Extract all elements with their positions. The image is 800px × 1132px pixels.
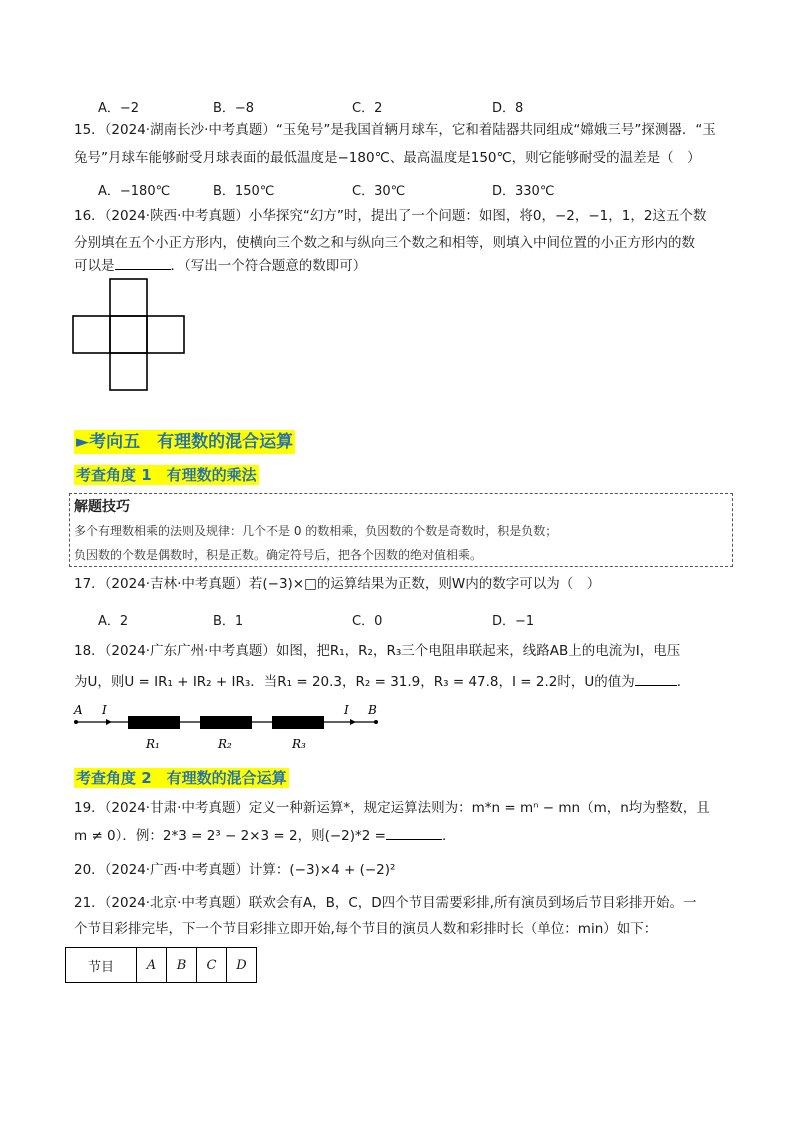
circuit-label-r3: R₃: [292, 737, 306, 751]
q14-option-d: D．8: [492, 101, 524, 116]
q19-text-line1: 19．（2024·甘肃·中考真题）定义一种新运算*，规定运算法则为：m*n = mⁿ − mn（m，n均为整数，且: [74, 800, 710, 816]
q16-text-line3: [74, 256, 366, 276]
table-header-cell: A: [137, 948, 167, 983]
tips-box: [69, 493, 733, 567]
angle2-title: 考查角度 2 有理数的混合运算: [76, 769, 287, 787]
q15-option-a: A．−180℃: [98, 184, 171, 199]
section-title-5: ►考向五 有理数的混合运算: [76, 432, 294, 452]
cross-bottom-square: [110, 353, 147, 390]
q15-option-d: D．330℃: [492, 184, 555, 199]
q20-text: 20．（2024·广西·中考真题）计算：(−3)×4 + (−2)²: [74, 862, 396, 878]
resistor-r2: [200, 716, 252, 729]
q18-answer-blank[interactable]: [635, 673, 677, 686]
q16-text-line2: 分别填在五个小正方形内，使横向三个数之和与纵向三个数之和相等，则填入中间位置的小正方形内的数: [74, 235, 695, 251]
q19-text-line2: [74, 826, 455, 846]
table-header-cell: C: [197, 948, 227, 983]
q16-answer-blank[interactable]: [115, 257, 171, 270]
table-header-cell: D: [227, 948, 257, 983]
cross-top-square: [110, 279, 147, 316]
circuit-label-b: B: [368, 703, 377, 717]
q17-option-b: B．1: [213, 614, 244, 629]
q18-text-pre: 为U，则U = IR₁ + IR₂ + IR₃．当R₁ = 20.3，R₂ = 31.9，R₃ = 47.8，I = 2.2时，U的值为: [74, 674, 635, 690]
resistor-r3: [272, 716, 324, 729]
q18-text-line1: 18．（2024·广东广州·中考真题）如图，把R₁，R₂，R₃三个电阻串联起来，线路AB上的电流为I，电压: [74, 643, 681, 659]
q15-option-c: C．30℃: [352, 184, 406, 199]
tips-line1: 多个有理数相乘的法则及规律：几个不是 0 的数相乘，负因数的个数是奇数时，积是负数；: [74, 524, 558, 538]
q19-text-post: ．: [441, 828, 456, 844]
q16-text-post: ．（写出一个符合题意的数即可）: [170, 258, 367, 274]
q16-text-pre: 可以是: [74, 258, 115, 274]
q18-text-line2: [74, 672, 690, 692]
q17-text: 17．（2024·吉林·中考真题）若(−3)×□的运算结果为正数，则W内的数字可以为（ ）: [74, 576, 601, 592]
cross-left-square: [73, 316, 110, 353]
q16-text-line1: 16．（2024·陕西·中考真题）小华探究“幻方”时，提出了一个问题：如图，将0，−2，−1，1，2这五个数: [74, 208, 707, 224]
table-header-cell: 节目: [66, 948, 137, 983]
q21-table: [65, 947, 257, 983]
circuit-label-a: A: [74, 703, 83, 717]
circuit-node-b: [374, 720, 378, 724]
circuit-label-i-left: I: [102, 703, 107, 717]
q18-text-post: ．: [676, 674, 691, 690]
circuit-label-r1: R₁: [146, 737, 160, 751]
q21-text-line1: 21．（2024·北京·中考真题）联欢会有A，B，C，D四个节目需要彩排,所有演员到场后节目彩排开始。一: [74, 895, 697, 911]
circuit-label-r2: R₂: [218, 737, 232, 751]
cross-center-square: [110, 316, 147, 353]
angle1-title: 考查角度 1 有理数的乘法: [76, 466, 257, 484]
q14-option-c: C．2: [352, 101, 383, 116]
q15-text-line1: 15．（2024·湖南长沙·中考真题）“玉兔号”是我国首辆月球车，它和着陆器共同组成“嫦娥三号”探测器．“玉: [74, 122, 716, 138]
q19-answer-blank[interactable]: [386, 827, 442, 840]
current-arrow-right: [350, 719, 356, 725]
q21-text-line2: 个节目彩排完毕，下一个节目彩排立即开始,每个节目的演员人数和彩排时长（单位：min）如下：: [74, 921, 658, 937]
resistor-r1: [128, 716, 180, 729]
q15-option-b: B．150℃: [213, 184, 275, 199]
cross-right-square: [147, 316, 184, 353]
circuit-label-i-right: I: [344, 703, 349, 717]
circuit-node-a: [74, 720, 78, 724]
magic-square-cross-figure: [70, 278, 190, 392]
q17-option-c: C．0: [352, 614, 383, 629]
tips-line2: 负因数的个数是偶数时，积是正数。确定符号后，把各个因数的绝对值相乘。: [74, 548, 483, 562]
table-header-cell: B: [167, 948, 197, 983]
q19-text-pre: m ≠ 0）．例：2*3 = 2³ − 2×3 = 2，则(−2)*2 =: [74, 828, 386, 844]
current-arrow-left: [106, 719, 112, 725]
q17-option-d: D．−1: [492, 614, 535, 629]
q14-option-a: A．−2: [98, 101, 140, 116]
circuit-figure: [70, 700, 390, 756]
q17-option-a: A．2: [98, 614, 129, 629]
table-header-row: [66, 948, 257, 983]
tips-title: 解题技巧: [74, 499, 130, 515]
q14-option-b: B．−8: [213, 101, 255, 116]
q15-text-line2: 兔号”月球车能够耐受月球表面的最低温度是−180℃、最高温度是150℃，则它能够耐受的温差是（ ）: [74, 150, 701, 166]
